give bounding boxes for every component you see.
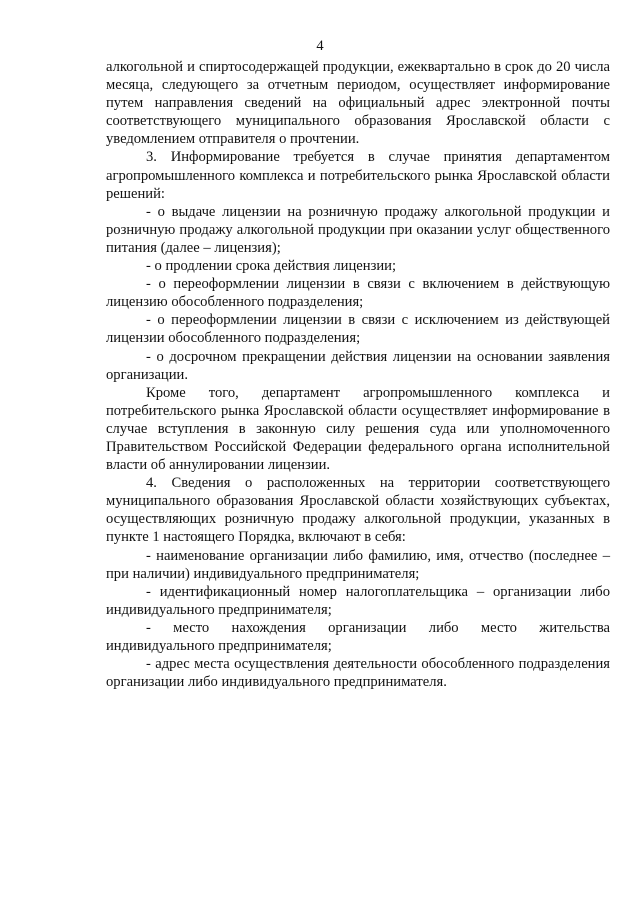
list-item: - о досрочном прекращении действия лицензии на основании заявления организации. (106, 348, 610, 383)
list-item: - о выдаче лицензии на розничную продажу алкогольной продукции и розничную продажу алкогольной продукции при оказании услуг общественного питания (далее – лицензия); (106, 203, 610, 256)
document-body (106, 58, 610, 691)
paragraph-item-4: 4. Сведения о расположенных на территории соответствующего муниципального образования Ярославской области хозяйствующих субъектах, осуществляющих розничную продажу алкогольной продукции, указанных в пункте 1 настоящего Порядка, включают в себя: (106, 475, 610, 546)
list-item: - адрес места осуществления деятельности обособленного подразделения организации либо индивидуального предпринимателя. (106, 656, 610, 691)
paragraph: Кроме того, департамент агропромышленного комплекса и потребительского рынка Ярославской области осуществляет информирование в случае вступления в законную силу решения суда или уполномоченного Правительством Российской Федерации федерального органа исполнительной власти об аннулировании лицензии. (106, 384, 610, 474)
list-item: - наименование организации либо фамилию, имя, отчество (последнее – при наличии) индивидуального предпринимателя; (106, 547, 610, 582)
paragraph-continuation: алкогольной и спиртосодержащей продукции, ежеквартально в срок до 20 числа месяца, следующего за отчетным периодом, осуществляет информирование путем направления сведений на официальный адрес электронной почты соответствующего муниципального образования Ярославской области с уведомлением отправителя о прочтении. (106, 59, 610, 148)
page-number: 4 (316, 38, 324, 54)
list-item: - место нахождения организации либо место жительства индивидуального предпринимателя; (106, 619, 610, 654)
list-item: - о продлении срока действия лицензии; (146, 258, 397, 275)
list-item: - о переоформлении лицензии в связи с включением в действующую лицензию обособленного подразделения; (106, 276, 610, 311)
list-item: - о переоформлении лицензии в связи с исключением из действующей лицензии обособленного подразделения; (106, 312, 610, 347)
list-item: - идентификационный номер налогоплательщика – организации либо индивидуального предпринимателя; (106, 583, 610, 618)
paragraph-item-3: 3. Информирование требуется в случае принятия департаментом агропромышленного комплекса и потребительского рынка Ярославской области решений: (106, 149, 610, 202)
